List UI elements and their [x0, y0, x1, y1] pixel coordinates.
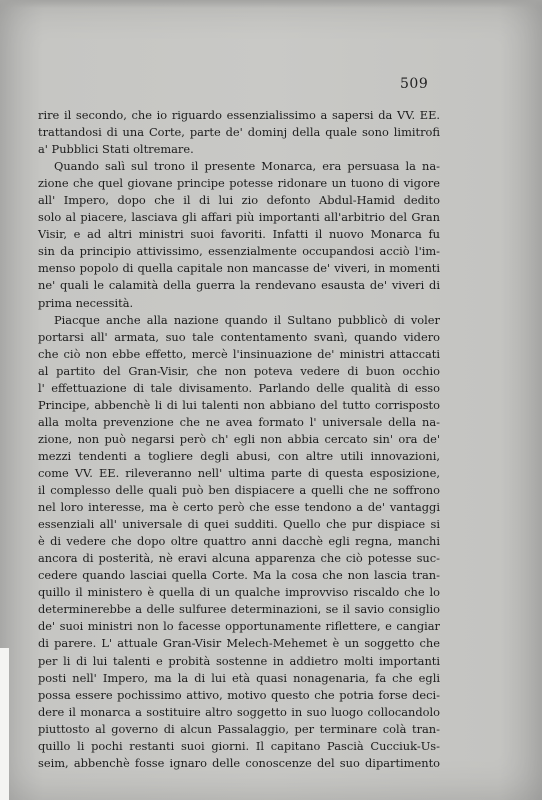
text-line: alla molta prevenzione che ne avea formato l' universale della na- — [38, 414, 440, 429]
text-line: Visir, e ad altri ministri suoi favoriti. Infatti il nuovo Monarca fu — [38, 227, 440, 242]
text-line: Quando salì sul trono il presente Monarca, era persuasa la na- — [54, 159, 440, 174]
text-line: rire il secondo, che io riguardo essenzialissimo a sapersi da VV. EE. — [38, 108, 440, 122]
text-line: dere il monarca a sostituire altro soggetto in suo luogo collocandolo — [38, 704, 440, 719]
text-line: è di vedere che dopo oltre quattro anni dacchè egli regna, manchi — [38, 534, 440, 549]
text-line: per li di lui talenti e probità sostenne in addietro molti importanti — [38, 653, 440, 668]
text-line: zione che quel giovane principe potesse ridonare un tuono di vigore — [38, 176, 440, 191]
text-line: sin da principio attivissimo, essenzialmente occupandosi acciò l'im- — [38, 244, 440, 259]
text-line: zione, non può negarsi però ch' egli non abbia cercato sin' ora de' — [38, 431, 440, 446]
text-line: quillo li pochi restanti suoi giorni. Il capitano Pascià Cucciuk-Us- — [38, 738, 440, 753]
text-line: cedere quando lasciai quella Corte. Ma la cosa che non lascia tran- — [38, 568, 440, 583]
text-line: piuttosto al governo di alcun Passalaggio, per terminare colà tran- — [38, 721, 440, 736]
text-line: al partito del Gran-Visir, che non poteva vedere di buon occhio — [38, 363, 440, 378]
text-line: solo al piacere, lasciava gli affari più importanti all'arbitrio del Gran — [38, 210, 440, 225]
text-line: essenziali all' universale di quei sudditi. Quello che pur dispiace si — [38, 517, 440, 532]
text-line: menso popolo di quella capitale non mancasse de' viveri, in momenti — [38, 261, 440, 276]
page-top-shadow — [0, 0, 542, 8]
text-line: Principe, abbenchè li di lui talenti non abbiano del tutto corrisposto — [38, 397, 440, 412]
text-line: nel loro interesse, ma è certo però che esse tendono a de' vantaggi — [38, 500, 440, 515]
text-line: a' Pubblici Stati oltremare. — [38, 142, 194, 157]
page-edge-strip — [0, 648, 9, 800]
text-line: portarsi all' armata, suo tale contentamento svanì, quando videro — [38, 329, 440, 344]
text-line: all' Impero, dopo che il di lui zio defonto Abdul-Hamid dedito — [38, 193, 440, 208]
text-line: prima necessità. — [38, 295, 134, 310]
text-line: mezzi tendenti a togliere degli abusi, con altre utili innovazioni, — [38, 448, 440, 463]
text-line: Piacque anche alla nazione quando il Sultano pubblicò di voler — [54, 312, 440, 327]
text-line: trattandosi di una Corte, parte de' dominj della quale sono limitrofi — [38, 125, 440, 140]
text-line: il complesso delle quali può ben dispiacere a quelli che ne soffrono — [38, 483, 440, 498]
text-line: quillo il ministero è quella di un qualche improvviso riscaldo che lo — [38, 585, 440, 600]
text-line: come VV. EE. rileveranno nell' ultima parte di questa esposizione, — [38, 465, 440, 480]
text-line: l' effettuazione di tale divisamento. Parlando delle qualità di esso — [38, 380, 440, 395]
text-line: possa essere pochissimo attivo, motivo questo che potria forse deci- — [38, 687, 440, 702]
page-number: 509 — [400, 76, 429, 92]
text-line: determinerebbe a delle sulfuree determinazioni, se il savio consiglio — [38, 602, 440, 617]
text-line: seim, abbenchè fosse ignaro delle conoscenze del suo dipartimento — [38, 755, 440, 770]
text-line: ancora di posterità, nè eravi alcuna apparenza che ciò potesse suc- — [38, 551, 440, 566]
text-line: di parere. L' attuale Gran-Visir Melech-Mehemet è un soggetto che — [38, 636, 440, 651]
body-text — [38, 107, 440, 772]
text-line: che ciò non ebbe effetto, mercè l'insinuazione de' ministri attaccati — [38, 346, 440, 361]
text-line: posti nell' Impero, ma la di lui età quasi nonagenaria, fa che egli — [38, 670, 440, 685]
text-line: de' suoi ministri non lo facesse opportunamente riflettere, e cangiar — [38, 619, 440, 634]
text-line: ne' quali le calamità della guerra la rendevano esausta de' viveri di — [38, 278, 440, 293]
